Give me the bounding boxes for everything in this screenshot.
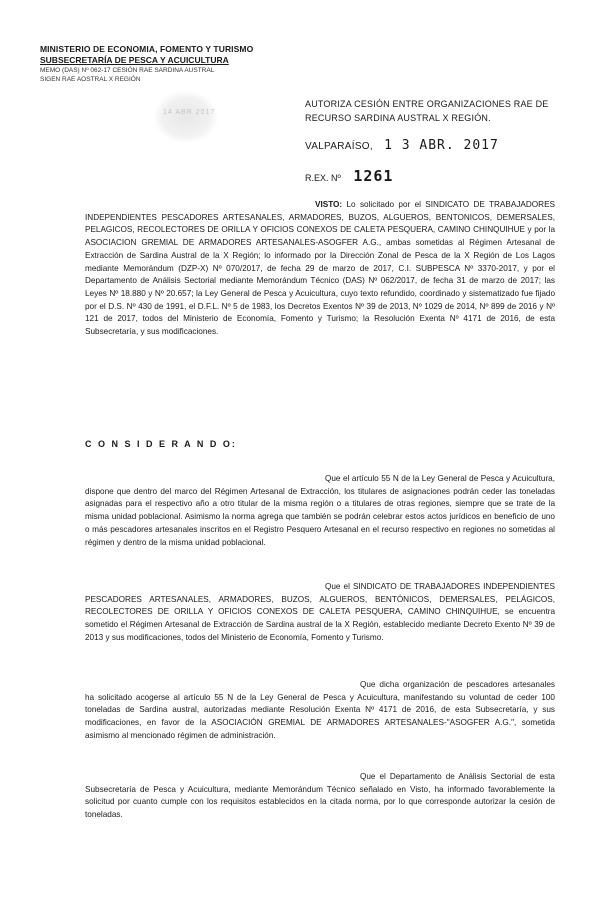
resolution-number: 1261 xyxy=(353,167,394,185)
file-reference: SIGEN RAE AOSTRAL X REGIÓN xyxy=(40,76,141,83)
visto-label: VISTO: xyxy=(315,200,343,209)
place-label: VALPARAÍSO, xyxy=(305,141,373,152)
visto-text: Lo solicitado por el SINDICATO DE TRABAJADORES INDEPENDIENTES PESCADORES ARTESANALES, ARMADORES, BUZOS, ALGUEROS, BENTONICOS, DEMERSALES, PELAGICOS, RECOLECTORES DE ORILLA Y OFICIOS CONEXOS DE CALETA PESQUERA, CAMINO CHINQUIHUE y por la ASOCIACION GREMIAL DE ARMADORES ARTESANALES-ASOGFER A.G., ambas sometidas al Régimen Artesanal de Extracción de Sardina Austral de la X Región; lo informado por la Dirección Zonal de Pesca de la X Región de Los Lagos mediante Memorándum (DZP-X) Nº 070/2017, de fecha 29 de marzo de 2017, C.I. SUBPESCA Nº 3370-2017, y por el Departamento de Análisis Sectorial mediante Memorándum Técnico (DAS) Nº 062/2017, de fecha 31 de marzo de 2017; las Leyes Nº 18.880 y Nº 20.657; la Ley General de Pesca y Acuicultura, cuyo texto refundido, coordinado y sistematizado fue fijado por el D.S. Nº 430 de 1991, el D.F.L. Nº 5 de 1983, los Decretos Exentos Nº 39 de 2013, Nº 1029 de 2014, Nº 899 de 2016 y Nº 121 de 2017, todos del Ministerio de Economía, Fomento y Turismo; la Resolución Exenta Nº 4171 de 2016, de esta Subsecretaría, y sus modificaciones. xyxy=(85,200,555,337)
ministry-name: MINISTERIO DE ECONOMIA, FOMENTO Y TURISMO xyxy=(40,44,254,54)
considerando-heading: C O N S I D E R A N D O: xyxy=(85,439,237,449)
memo-reference: MEMO (DAS) Nº 062-17 CESIÓN RAE SARDINA AUSTRAL xyxy=(40,67,215,74)
subsecretaria-name: SUBSECRETARÍA DE PESCA Y ACUICULTURA xyxy=(40,55,229,65)
considerando-paragraph-1: Que el artículo 55 N de la Ley General de Pesca y Acuicultura, dispone que dentro del marco del Régimen Artesanal de Extracción, los titulares de asignaciones podrán ceder las toneladas asignadas para el respectivo año a otro titular de la misma región o a titulares de otras regiones, siempre que se trate de la misma unidad poblacional. Asimismo la norma agrega que también se podrán celebrar estos actos jurídicos en beneficio de uno o más pescadores artesanales inscritos en el Registro Pesquero Artesanal en el recurso respectivo en regiones no sometidas al régimen y dentro de la misma unidad poblacional. xyxy=(85,474,555,547)
rex-label: R.EX. Nº xyxy=(305,173,341,183)
resolution-title: AUTORIZA CESIÓN ENTRE ORGANIZACIONES RAE DE RECURSO SARDINA AUSTRAL X REGIÓN. xyxy=(305,99,549,123)
considerando-paragraph-4: Que el Departamento de Análisis Sectorial de esta Subsecretaría de Pesca y Acuicultura, mediante Memorándum Técnico señalado en Visto, ha informado favorablemente la solicitud por cuanto cumple con los requisitos establecidos en la citada norma, por lo que corresponde autorizar la cesión de toneladas. xyxy=(85,772,555,820)
resolution-date: 1 3 ABR. 2017 xyxy=(384,138,499,153)
letterhead xyxy=(40,44,270,84)
stamp-text: 14 ABR 2017 xyxy=(163,109,216,116)
resolution-number-line xyxy=(305,167,393,185)
place-and-date xyxy=(305,138,499,153)
considerando-paragraph-2: Que el SINDICATO DE TRABAJADORES INDEPENDIENTES PESCADORES ARTESANALES, ARMADORES, BUZOS, ALGUEROS, BENTÓNICOS, DEMERSALES, PELÁGICOS, RECOLECTORES DE ORILLA Y OFICIOS CONEXOS DE CALETA PESQUERA, CAMINO CHINQUIHUE, se encuentra sometido el Régimen Artesanal de Extracción de Sardina austral de la X Región, establecido mediante Decreto Exento Nº 39 de 2013 y sus modificaciones, todos del Ministerio de Economía, Fomento y Turismo. xyxy=(85,582,555,642)
received-stamp xyxy=(155,92,217,142)
considerando-paragraph-3: Que dicha organización de pescadores artesanales ha solicitado acogerse al artículo 55 N de la Ley General de Pesca y Acuicultura, manifestando su voluntad de ceder 100 toneladas de Sardina austral, autorizadas mediante Resolución Exenta Nº 4171 de 2016, de esta Subsecretaría, y sus modificaciones, en favor de la ASOCIACIÓN GREMIAL DE ARMADORES ARTESANALES-"ASOGFER A.G.", sometida asimismo al mencionado régimen de administración. xyxy=(85,680,555,740)
visto-paragraph xyxy=(85,199,555,339)
